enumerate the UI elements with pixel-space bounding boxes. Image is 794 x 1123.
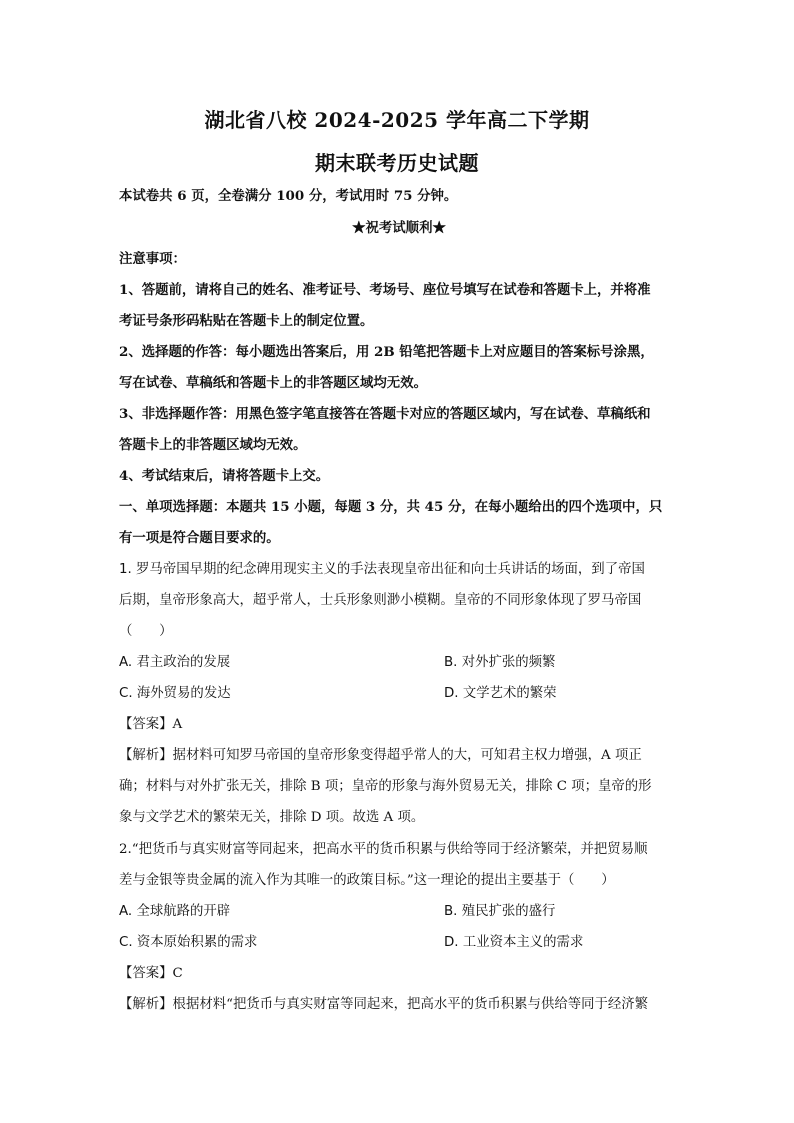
question-2-option-d: D. 工业资本主义的需求 — [444, 935, 584, 950]
question-2-stem-cont: 差与金银等贵金属的流入作为其唯一的政策目标。”这一理论的提出主要基于（ ） — [119, 873, 615, 888]
question-2-option-c: C. 资本原始积累的需求 — [119, 935, 258, 950]
section-heading: 一、单项选择题：本题共 15 小题，每题 3 分，共 45 分，在每小题给出的四个选项中，只 — [119, 499, 663, 515]
question-1-option-d: D. 文学艺术的繁荣 — [444, 686, 557, 701]
question-1-option-c: C. 海外贸易的发达 — [119, 686, 231, 701]
question-1-blank: （ ） — [119, 624, 173, 639]
question-1-option-a: A. 君主政治的发展 — [119, 655, 231, 670]
notice-item-1-cont: 考证号条形码粘贴在答题卡上的制定位置。 — [119, 313, 374, 329]
notice-item-1: 1、答题前，请将自己的姓名、准考证号、考场号、座位号填写在试卷和答题卡上，并将准 — [119, 282, 651, 298]
notice-item-4: 4、考试结束后，请将答题卡上交。 — [119, 468, 330, 484]
notice-item-2-cont: 写在试卷、草稿纸和答题卡上的非答题区域均无效。 — [119, 375, 427, 391]
question-1-stem-cont: 后期，皇帝形象高大，超乎常人，士兵形象则渺小模糊。皇帝的不同形象体现了罗马帝国 — [119, 593, 642, 608]
page-title-line2: 期末联考历史试题 — [315, 151, 479, 175]
notice-heading: 注意事项： — [119, 251, 186, 267]
exam-info: 本试卷共 6 页，全卷满分 100 分，考试用时 75 分钟。 — [119, 188, 458, 204]
question-2-option-a: A. 全球航路的开辟 — [119, 904, 231, 919]
question-1-answer: 【答案】A — [119, 717, 183, 732]
notice-item-2: 2、选择题的作答：每小题选出答案后，用 2B 铅笔把答题卡上对应题目的答案标号涂黑， — [119, 344, 654, 360]
section-heading-cont: 有一项是符合题目要求的。 — [119, 530, 280, 546]
question-2-analysis: 【解析】根据材料“把货币与真实财富等同起来，把高水平的货币积累与供给等同于经济繁 — [119, 997, 649, 1012]
question-1-analysis-cont: 确；材料与对外扩张无关，排除 B 项；皇帝的形象与海外贸易无关，排除 C 项；皇帝的形 — [119, 779, 652, 794]
question-1-analysis-end: 象与文学艺术的繁荣无关，排除 D 项。故选 A 项。 — [119, 810, 425, 825]
page-title-line1: 湖北省八校 2024-2025 学年高二下学期 — [204, 108, 590, 132]
question-2-option-b: B. 殖民扩张的盛行 — [444, 904, 556, 919]
notice-item-3: 3、非选择题作答：用黑色签字笔直接答在答题卡对应的答题区域内，写在试卷、草稿纸和 — [119, 406, 651, 422]
question-2-answer: 【答案】C — [119, 966, 183, 981]
question-2-stem: 2.“把货币与真实财富等同起来，把高水平的货币积累与供给等同于经济繁荣，并把贸易顺 — [119, 842, 648, 857]
blessing: ★祝考试顺利★ — [352, 220, 446, 236]
notice-item-3-cont: 答题卡上的非答题区域均无效。 — [119, 437, 307, 453]
question-1-option-b: B. 对外扩张的频繁 — [444, 655, 556, 670]
question-1-analysis: 【解析】据材料可知罗马帝国的皇帝形象变得超乎常人的大，可知君主权力增强，A 项正 — [119, 748, 642, 763]
question-1-stem: 1. 罗马帝国早期的纪念碑用现实主义的手法表现皇帝出征和向士兵讲话的场面，到了帝国 — [119, 562, 645, 577]
